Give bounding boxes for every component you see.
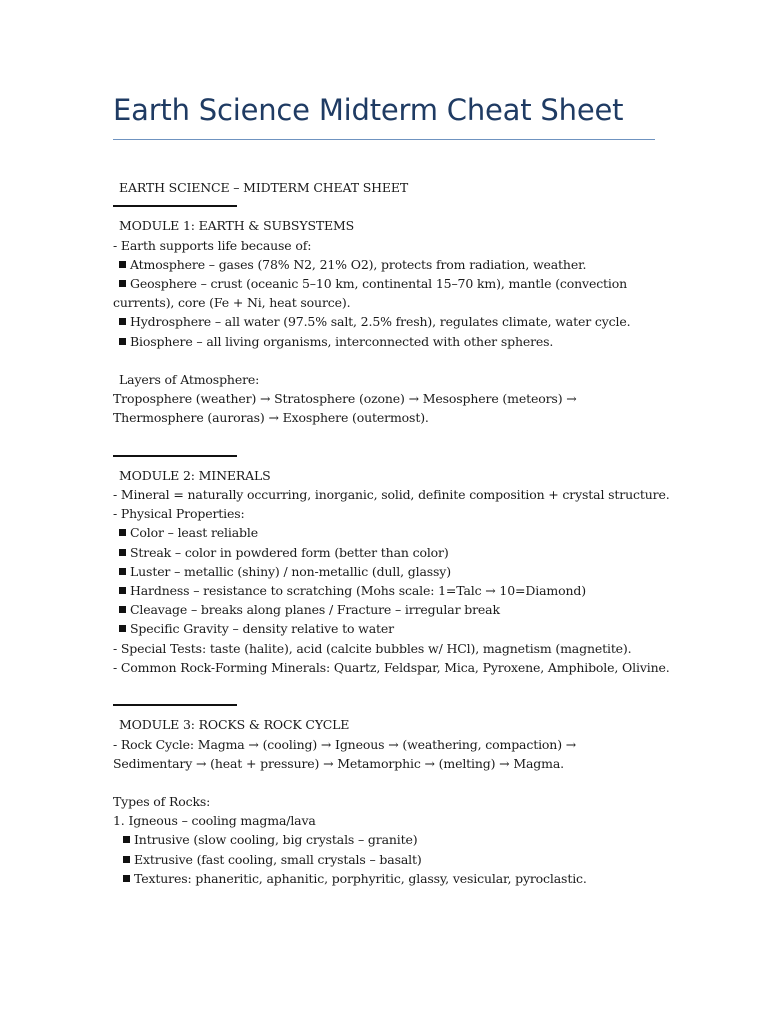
square-bullet-icon <box>123 856 130 863</box>
square-bullet-icon <box>119 529 126 536</box>
list-item: Hydrosphere – all water (97.5% salt, 2.5% fresh), regulates climate, water cycle. <box>113 312 673 331</box>
square-bullet-icon <box>123 875 130 882</box>
square-bullet-icon <box>119 280 126 287</box>
square-bullet-icon <box>119 606 126 613</box>
square-bullet-icon <box>119 338 126 345</box>
module-3-title: MODULE 3: ROCKS & ROCK CYCLE <box>119 717 350 733</box>
section-divider <box>113 197 673 216</box>
document-body <box>113 178 673 888</box>
module-1-intro: - Earth supports life because of: <box>113 237 312 253</box>
sheet-heading: EARTH SCIENCE – MIDTERM CHEAT SHEET <box>119 180 409 195</box>
square-bullet-icon <box>119 261 126 268</box>
list-item: Intrusive (slow cooling, big crystals – granite) <box>113 830 673 849</box>
atmosphere-layers-text: Troposphere (weather) → Stratosphere (ozone) → Mesosphere (meteors) → Thermosphere (auroras) → Exosphere (outermost). <box>113 391 577 426</box>
igneous-title: 1. Igneous – cooling magma/lava <box>113 813 316 829</box>
list-item: Atmosphere – gases (78% N2, 21% O2), protects from radiation, weather. <box>113 255 673 274</box>
square-bullet-icon <box>119 625 126 632</box>
module-2-title: MODULE 2: MINERALS <box>119 467 271 483</box>
square-bullet-icon <box>119 587 126 594</box>
physical-properties-title: - Physical Properties: <box>113 506 245 522</box>
common-minerals: - Common Rock-Forming Minerals: Quartz, Feldspar, Mica, Pyroxene, Amphibole, Olivine. <box>113 659 670 675</box>
list-item: Specific Gravity – density relative to water <box>113 619 673 638</box>
section-divider <box>113 696 673 715</box>
square-bullet-icon <box>119 568 126 575</box>
rock-types-title: Types of Rocks: <box>113 794 211 810</box>
list-item: Textures: phaneritic, aphanitic, porphyritic, glassy, vesicular, pyroclastic. <box>113 869 673 888</box>
list-item: Luster – metallic (shiny) / non-metallic (dull, glassy) <box>113 562 673 581</box>
atmosphere-layers-title: Layers of Atmosphere: <box>119 371 260 387</box>
rock-cycle-text: - Rock Cycle: Magma → (cooling) → Igneous → (weathering, compaction) → Sedimentary → (heat + pressure) → Metamorphic → (melting) → Magma. <box>113 736 577 771</box>
section-divider <box>113 447 673 466</box>
square-bullet-icon <box>119 318 126 325</box>
document-title: Earth Science Midterm Cheat Sheet <box>113 93 624 127</box>
module-1-title: MODULE 1: EARTH & SUBSYSTEMS <box>119 218 355 234</box>
mineral-definition: - Mineral = naturally occurring, inorganic, solid, definite composition + crystal structure. <box>113 487 670 503</box>
list-item: Color – least reliable <box>113 523 673 542</box>
list-item: Hardness – resistance to scratching (Mohs scale: 1=Talc → 10=Diamond) <box>113 581 673 600</box>
list-item: Extrusive (fast cooling, small crystals – basalt) <box>113 850 673 869</box>
square-bullet-icon <box>119 549 126 556</box>
special-tests: - Special Tests: taste (halite), acid (calcite bubbles w/ HCl), magnetism (magnetite). <box>113 640 632 656</box>
list-item: Biosphere – all living organisms, interconnected with other spheres. <box>113 332 673 351</box>
list-item: Cleavage – breaks along planes / Fracture – irregular break <box>113 600 673 619</box>
list-item: Streak – color in powdered form (better than color) <box>113 543 673 562</box>
list-item: Geosphere – crust (oceanic 5–10 km, continental 15–70 km), mantle (convection currents), core (Fe + Ni, heat source). <box>113 275 628 311</box>
square-bullet-icon <box>123 836 130 843</box>
title-underline <box>113 139 655 140</box>
